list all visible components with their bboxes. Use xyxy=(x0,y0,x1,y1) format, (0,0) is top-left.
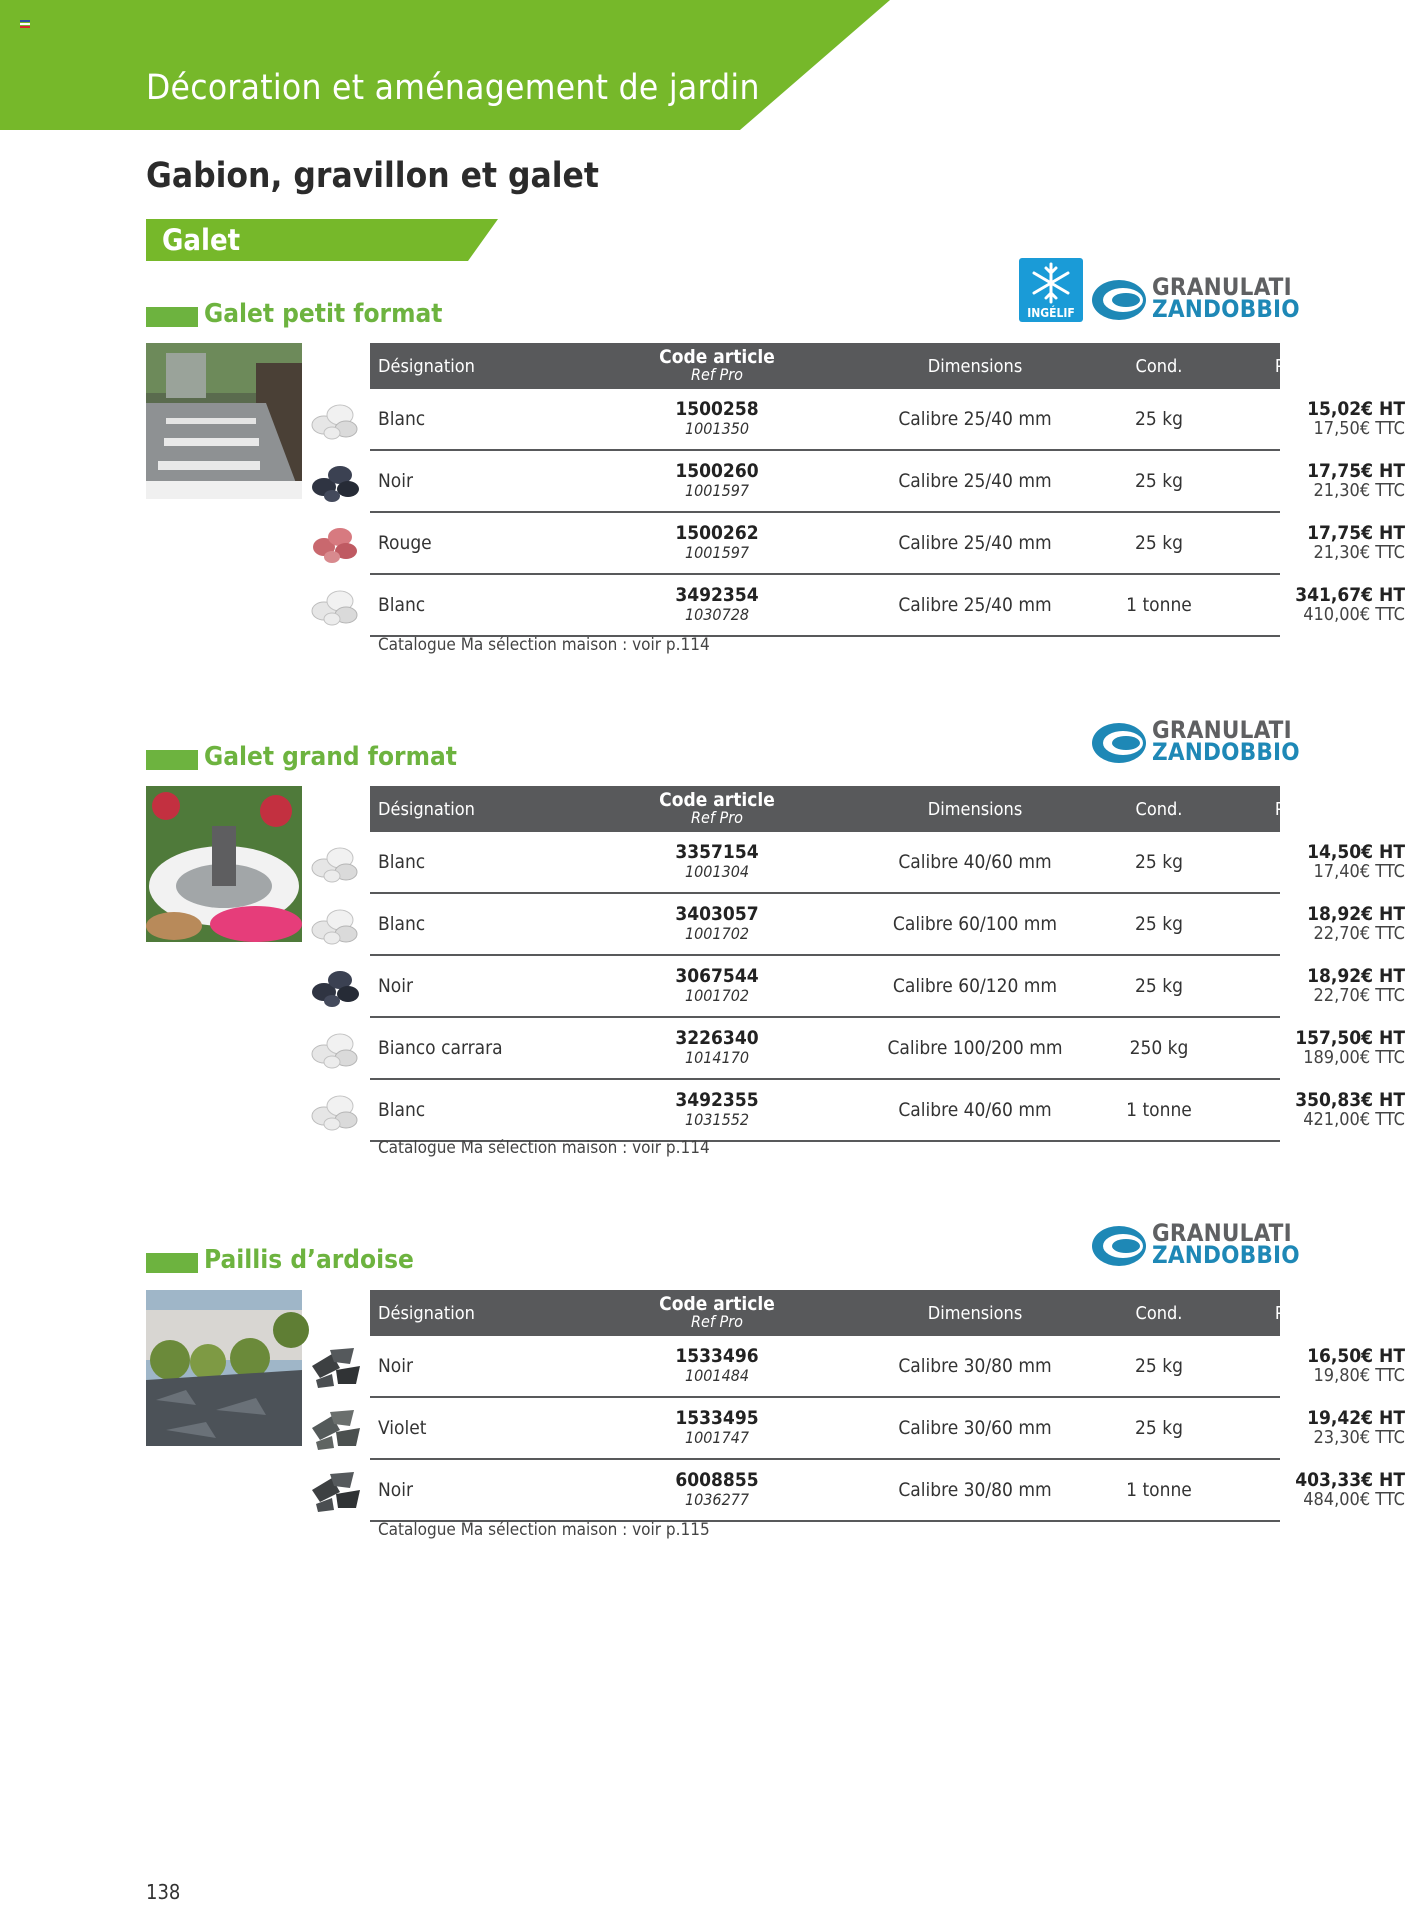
article-code: 3492355 xyxy=(675,1089,759,1111)
ref-pro: 1001597 xyxy=(684,481,750,500)
ref-pro: 1030728 xyxy=(684,605,750,624)
price-cell xyxy=(1145,575,1405,635)
col-cond: Cond. xyxy=(1135,1302,1183,1324)
page-title: Gabion, gravillon et galet xyxy=(146,156,599,196)
table-row xyxy=(370,575,1405,637)
price-ht: 403,33€ HT xyxy=(1295,1469,1405,1491)
code-cell xyxy=(610,1336,824,1396)
article-code: 1500260 xyxy=(675,460,759,482)
dimensions-cell: Calibre 25/40 mm xyxy=(898,470,1052,492)
product-photo-garden-path xyxy=(146,343,302,499)
designation-cell: Blanc xyxy=(378,408,426,430)
designation-cell: Noir xyxy=(378,1355,414,1377)
designation-cell: Violet xyxy=(378,1417,427,1439)
col-price: Prix xyxy=(1274,1302,1306,1324)
snowflake-icon xyxy=(1019,258,1083,308)
cond-cell: 25 kg xyxy=(1135,408,1183,430)
dimensions-cell: Calibre 30/80 mm xyxy=(898,1355,1052,1377)
table-row xyxy=(370,956,1405,1018)
article-code: 3067544 xyxy=(675,965,759,987)
ref-pro: 1001702 xyxy=(684,986,750,1005)
col-price: Prix xyxy=(1274,798,1306,820)
cond-cell: 25 kg xyxy=(1135,1417,1183,1439)
catalogue-note: Catalogue Ma sélection maison : voir p.115 xyxy=(378,1520,710,1540)
col-cond: Cond. xyxy=(1135,355,1183,377)
cond-cell: 25 kg xyxy=(1135,470,1183,492)
dimensions-cell: Calibre 30/80 mm xyxy=(898,1479,1052,1501)
designation-cell: Blanc xyxy=(378,1099,426,1121)
article-code: 3403057 xyxy=(675,903,759,925)
article-code: 1533496 xyxy=(675,1345,759,1367)
designation-cell: Noir xyxy=(378,975,414,997)
price-ht: 15,02€ HT xyxy=(1307,398,1405,420)
ref-pro: 1001747 xyxy=(684,1428,750,1447)
cond-cell: 1 tonne xyxy=(1126,594,1192,616)
col-dimensions: Dimensions xyxy=(927,1302,1023,1324)
red-pebble-icon xyxy=(310,521,362,565)
price-ht: 18,92€ HT xyxy=(1307,903,1405,925)
col-price: Prix xyxy=(1274,355,1306,377)
price-ht: 17,75€ HT xyxy=(1307,460,1405,482)
white-pebble-icon xyxy=(310,397,362,441)
page-number: 138 xyxy=(146,1880,181,1904)
dimensions-cell: Calibre 40/60 mm xyxy=(898,851,1052,873)
price-cell xyxy=(1145,1018,1405,1078)
price-cell xyxy=(1145,894,1405,954)
price-ttc: 189,00€ TTC xyxy=(1303,1047,1405,1068)
price-ttc: 421,00€ TTC xyxy=(1303,1109,1405,1130)
table-body xyxy=(370,832,1405,1142)
price-ht: 350,83€ HT xyxy=(1295,1089,1405,1111)
white-pebble-icon xyxy=(310,840,362,884)
price-ttc: 21,30€ TTC xyxy=(1313,542,1405,563)
category-tab-label: Galet xyxy=(162,223,241,257)
col-designation: Désignation xyxy=(378,798,475,820)
cond-cell: 1 tonne xyxy=(1126,1099,1192,1121)
code-cell xyxy=(610,575,824,635)
table-row xyxy=(370,513,1405,575)
article-code: 1500258 xyxy=(675,398,759,420)
ref-pro: 1036277 xyxy=(684,1490,750,1509)
cond-cell: 25 kg xyxy=(1135,913,1183,935)
article-code: 3492354 xyxy=(675,584,759,606)
article-code: 1500262 xyxy=(675,522,759,544)
price-cell xyxy=(1145,956,1405,1016)
designation-cell: Noir xyxy=(378,1479,414,1501)
code-cell xyxy=(610,1460,824,1520)
price-ht: 19,42€ HT xyxy=(1307,1407,1405,1429)
price-ttc: 410,00€ TTC xyxy=(1303,604,1405,625)
black-pebble-icon xyxy=(310,459,362,503)
black-pebble-icon xyxy=(310,964,362,1008)
price-cell xyxy=(1145,1080,1405,1140)
code-cell xyxy=(610,1080,824,1140)
price-ht: 18,92€ HT xyxy=(1307,965,1405,987)
zandobbio-logo xyxy=(1090,273,1300,323)
slate-black-icon xyxy=(310,1344,362,1388)
section-label: Galet petit format xyxy=(204,299,443,329)
price-cell xyxy=(1145,513,1405,573)
table-row xyxy=(370,1336,1405,1398)
zandobbio-logo xyxy=(1090,716,1300,766)
article-code: 3226340 xyxy=(675,1027,759,1049)
dimensions-cell: Calibre 25/40 mm xyxy=(898,532,1052,554)
article-code: 1533495 xyxy=(675,1407,759,1429)
product-photo-slate-garden xyxy=(146,1290,302,1446)
col-dimensions: Dimensions xyxy=(927,798,1023,820)
col-cond: Cond. xyxy=(1135,798,1183,820)
white-pebble-icon xyxy=(310,902,362,946)
col-code: Code article Ref Pro xyxy=(659,346,775,384)
designation-cell: Bianco carrara xyxy=(378,1037,503,1059)
article-code: 6008855 xyxy=(675,1469,759,1491)
ref-pro: 1001350 xyxy=(684,419,750,438)
designation-cell: Blanc xyxy=(378,851,426,873)
section-label: Paillis d’ardoise xyxy=(204,1245,414,1275)
price-ttc: 22,70€ TTC xyxy=(1313,923,1405,944)
white-pebble-icon xyxy=(310,1026,362,1070)
section-bar xyxy=(146,307,198,327)
zandobbio-logo xyxy=(1090,1219,1300,1269)
price-ttc: 17,40€ TTC xyxy=(1313,861,1405,882)
slate-black-icon xyxy=(310,1468,362,1512)
table-row xyxy=(370,389,1405,451)
cond-cell: 25 kg xyxy=(1135,975,1183,997)
price-cell xyxy=(1145,832,1405,892)
designation-cell: Noir xyxy=(378,470,414,492)
table-row xyxy=(370,1018,1405,1080)
ingelif-logo xyxy=(1019,258,1083,322)
table-row xyxy=(370,1398,1405,1460)
dimensions-cell: Calibre 60/100 mm xyxy=(892,913,1058,935)
designation-cell: Rouge xyxy=(378,532,432,554)
ref-pro: 1031552 xyxy=(684,1110,750,1129)
ref-pro: 1001597 xyxy=(684,543,750,562)
table-row xyxy=(370,894,1405,956)
table-row xyxy=(370,451,1405,513)
product-table xyxy=(370,786,1405,1158)
article-code: 3357154 xyxy=(675,841,759,863)
dimensions-cell: Calibre 30/60 mm xyxy=(898,1417,1052,1439)
code-cell xyxy=(610,956,824,1016)
slate-violet-icon xyxy=(310,1406,362,1450)
table-body xyxy=(370,1336,1405,1522)
section-bar xyxy=(146,750,198,770)
product-table xyxy=(370,1290,1405,1540)
white-pebble-icon xyxy=(310,1088,362,1132)
code-cell xyxy=(610,513,824,573)
section-title: Décoration et aménagement de jardin xyxy=(146,68,760,108)
col-code: Code article Ref Pro xyxy=(659,789,775,827)
designation-cell: Blanc xyxy=(378,913,426,935)
price-cell xyxy=(1145,389,1405,449)
zandobbio-wordmark: GRANULATI ZANDOBBIO xyxy=(1152,273,1300,323)
cond-cell: 25 kg xyxy=(1135,532,1183,554)
language-flag-icon[interactable] xyxy=(20,20,30,28)
col-designation: Désignation xyxy=(378,355,475,377)
product-table xyxy=(370,343,1405,655)
zandobbio-swirl-icon xyxy=(1090,1224,1148,1268)
price-ttc: 17,50€ TTC xyxy=(1313,418,1405,439)
table-row xyxy=(370,832,1405,894)
price-ht: 16,50€ HT xyxy=(1307,1345,1405,1367)
price-cell xyxy=(1145,451,1405,511)
zandobbio-wordmark: GRANULATI ZANDOBBIO xyxy=(1152,1219,1300,1269)
catalogue-note: Catalogue Ma sélection maison : voir p.114 xyxy=(378,1138,710,1158)
col-dimensions: Dimensions xyxy=(927,355,1023,377)
catalogue-note: Catalogue Ma sélection maison : voir p.114 xyxy=(378,635,710,655)
table-header xyxy=(370,1290,1306,1336)
table-body xyxy=(370,389,1405,637)
ref-pro: 1001304 xyxy=(684,862,750,881)
product-photo-fountain xyxy=(146,786,302,942)
table-header xyxy=(370,343,1306,389)
section-bar xyxy=(146,1253,198,1273)
zandobbio-swirl-icon xyxy=(1090,721,1148,765)
dimensions-cell: Calibre 25/40 mm xyxy=(898,594,1052,616)
cond-cell: 25 kg xyxy=(1135,1355,1183,1377)
price-ht: 341,67€ HT xyxy=(1295,584,1405,606)
ingelif-label: INGÉLIF xyxy=(1027,306,1075,320)
code-cell xyxy=(610,894,824,954)
code-cell xyxy=(610,1018,824,1078)
white-pebble-icon xyxy=(310,583,362,627)
cond-cell: 25 kg xyxy=(1135,851,1183,873)
col-designation: Désignation xyxy=(378,1302,475,1324)
category-tab-text-wrap xyxy=(146,219,498,261)
code-cell xyxy=(610,451,824,511)
designation-cell: Blanc xyxy=(378,594,426,616)
price-cell xyxy=(1145,1336,1405,1396)
dimensions-cell: Calibre 40/60 mm xyxy=(898,1099,1052,1121)
code-cell xyxy=(610,1398,824,1458)
code-cell xyxy=(610,389,824,449)
table-row xyxy=(370,1460,1405,1522)
price-ttc: 23,30€ TTC xyxy=(1313,1427,1405,1448)
price-ttc: 484,00€ TTC xyxy=(1303,1489,1405,1510)
table-row xyxy=(370,1080,1405,1142)
ref-pro: 1001702 xyxy=(684,924,750,943)
price-cell xyxy=(1145,1398,1405,1458)
dimensions-cell: Calibre 100/200 mm xyxy=(887,1037,1063,1059)
zandobbio-wordmark: GRANULATI ZANDOBBIO xyxy=(1152,716,1300,766)
zandobbio-swirl-icon xyxy=(1090,278,1148,322)
code-cell xyxy=(610,832,824,892)
price-ttc: 22,70€ TTC xyxy=(1313,985,1405,1006)
ref-pro: 1014170 xyxy=(684,1048,750,1067)
price-cell xyxy=(1145,1460,1405,1520)
price-ht: 14,50€ HT xyxy=(1307,841,1405,863)
table-header xyxy=(370,786,1306,832)
price-ht: 157,50€ HT xyxy=(1295,1027,1405,1049)
cond-cell: 1 tonne xyxy=(1126,1479,1192,1501)
header-banner xyxy=(0,0,1280,130)
price-ttc: 19,80€ TTC xyxy=(1313,1365,1405,1386)
cond-cell: 250 kg xyxy=(1129,1037,1189,1059)
col-code: Code article Ref Pro xyxy=(659,1293,775,1331)
price-ttc: 21,30€ TTC xyxy=(1313,480,1405,501)
dimensions-cell: Calibre 60/120 mm xyxy=(892,975,1058,997)
price-ht: 17,75€ HT xyxy=(1307,522,1405,544)
ref-pro: 1001484 xyxy=(684,1366,750,1385)
section-label: Galet grand format xyxy=(204,742,457,772)
dimensions-cell: Calibre 25/40 mm xyxy=(898,408,1052,430)
